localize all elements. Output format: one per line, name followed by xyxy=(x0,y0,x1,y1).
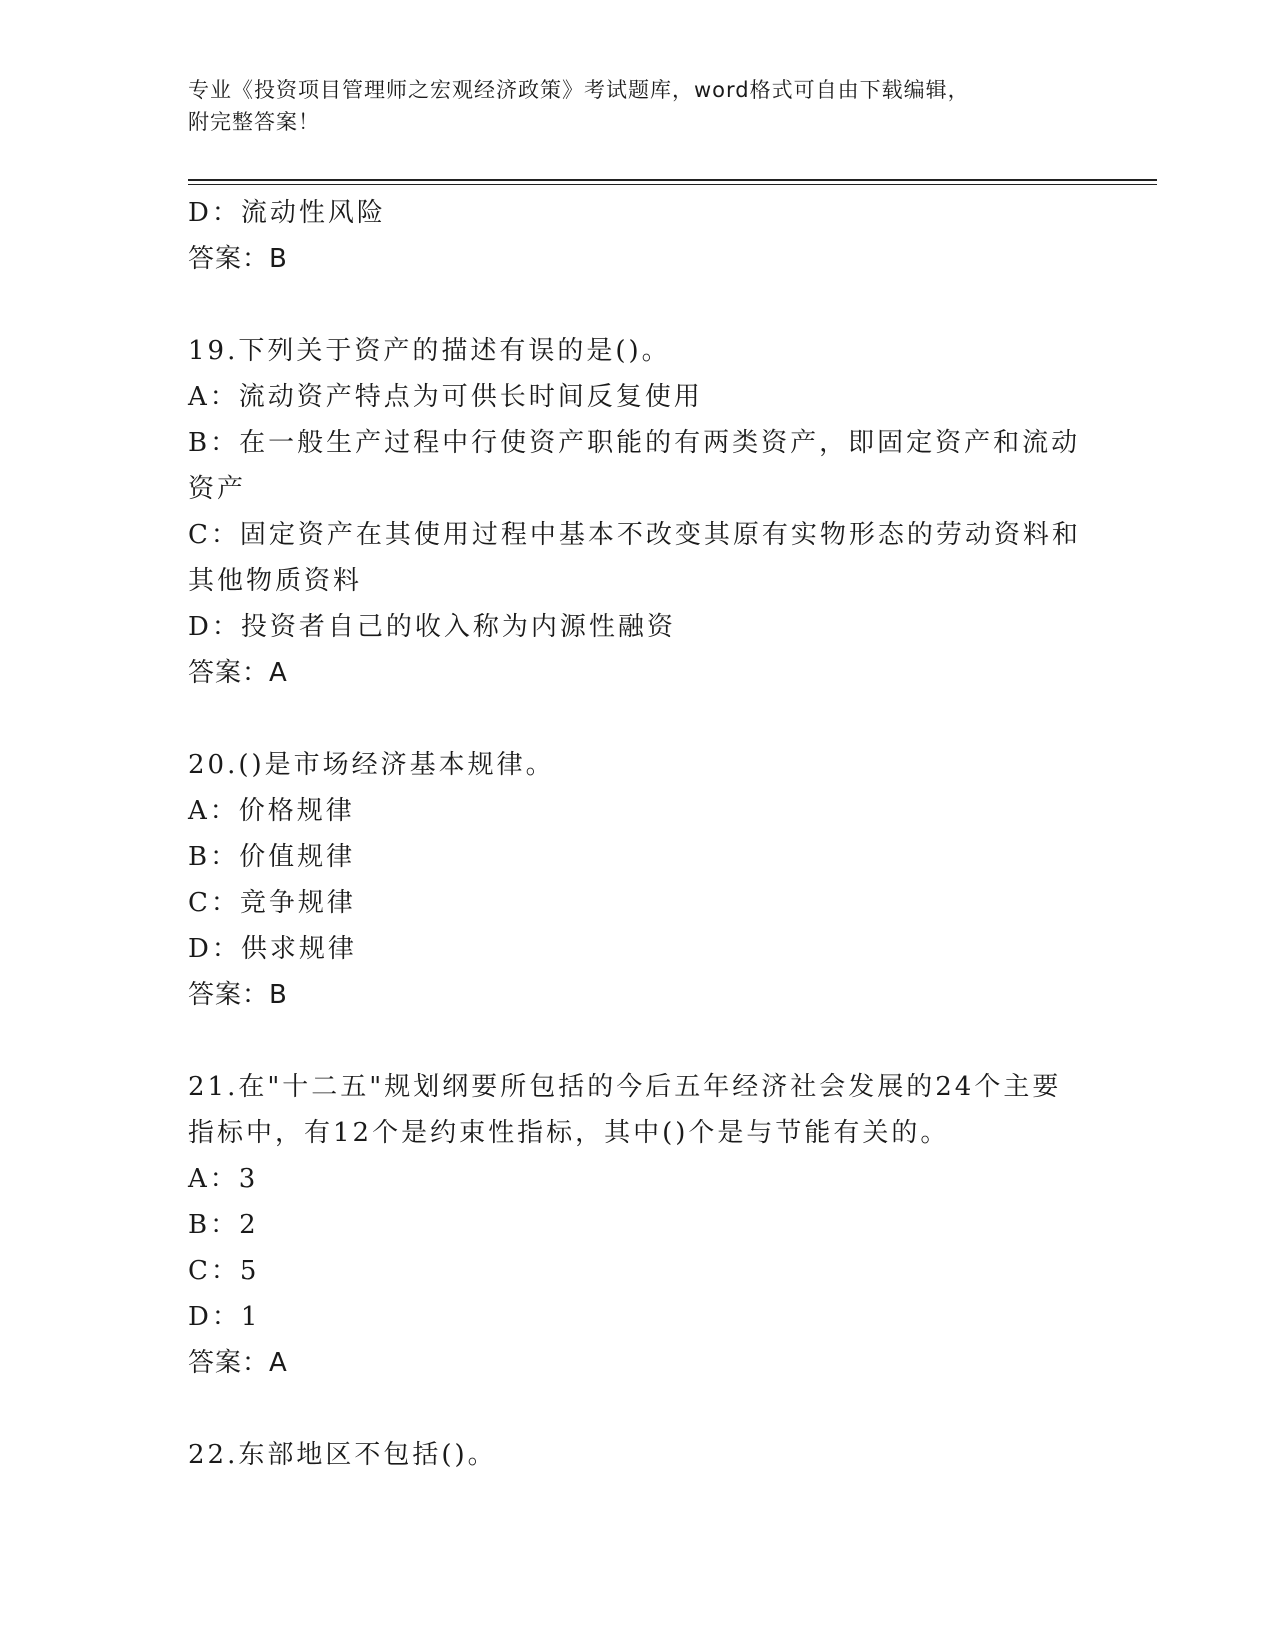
header-divider xyxy=(188,179,1157,181)
option-c-continued: 其他物质资料 xyxy=(188,566,363,596)
option-d: D：1 xyxy=(188,1302,261,1332)
question-19 xyxy=(188,328,1088,696)
question-stem-continued: 指标中，有12个是约束性指标，其中()个是与节能有关的。 xyxy=(188,1118,950,1148)
option-c: C：竞争规律 xyxy=(188,888,356,918)
option-a: A：价格规律 xyxy=(188,796,355,826)
option-b: B：2 xyxy=(188,1210,259,1240)
option-a: A：3 xyxy=(188,1164,259,1194)
spacer xyxy=(188,1386,1088,1432)
header-divider-thin xyxy=(188,184,1157,185)
option-d: D：供求规律 xyxy=(188,934,357,964)
question-list xyxy=(188,190,1088,1478)
question-stem: 22.东部地区不包括()。 xyxy=(188,1440,497,1470)
answer-label: 答案：B xyxy=(188,244,288,274)
question-stem: 19.下列关于资产的描述有误的是()。 xyxy=(188,336,671,366)
option-c: C：5 xyxy=(188,1256,260,1286)
document-header xyxy=(188,74,1088,138)
question-20 xyxy=(188,742,1088,1018)
answer-label: 答案：B xyxy=(188,980,288,1010)
answer-label: 答案：A xyxy=(188,658,288,688)
question-stem: 21.在"十二五"规划纲要所包括的今后五年经济社会发展的24个主要 xyxy=(188,1072,1062,1102)
option-d: D：投资者自己的收入称为内源性融资 xyxy=(188,612,676,642)
question-21 xyxy=(188,1064,1088,1386)
option-b: B：在一般生产过程中行使资产职能的有两类资产，即固定资产和流动 xyxy=(188,428,1081,458)
option-c: C：固定资产在其使用过程中基本不改变其原有实物形态的劳动资料和 xyxy=(188,520,1081,550)
header-line-1: 专业《投资项目管理师之宏观经济政策》考试题库，word格式可自由下载编辑， xyxy=(188,78,970,102)
spacer xyxy=(188,696,1088,742)
spacer xyxy=(188,1018,1088,1064)
option-b-continued: 资产 xyxy=(188,474,247,504)
option-d: D：流动性风险 xyxy=(188,198,386,228)
header-line-2: 附完整答案！ xyxy=(188,110,320,134)
question-22 xyxy=(188,1432,1088,1478)
spacer xyxy=(188,282,1088,328)
option-a: A：流动资产特点为可供长时间反复使用 xyxy=(188,382,703,412)
question-18-tail xyxy=(188,190,1088,282)
question-stem: 20.()是市场经济基本规律。 xyxy=(188,750,555,780)
answer-label: 答案：A xyxy=(188,1348,288,1378)
option-b: B：价值规律 xyxy=(188,842,356,872)
